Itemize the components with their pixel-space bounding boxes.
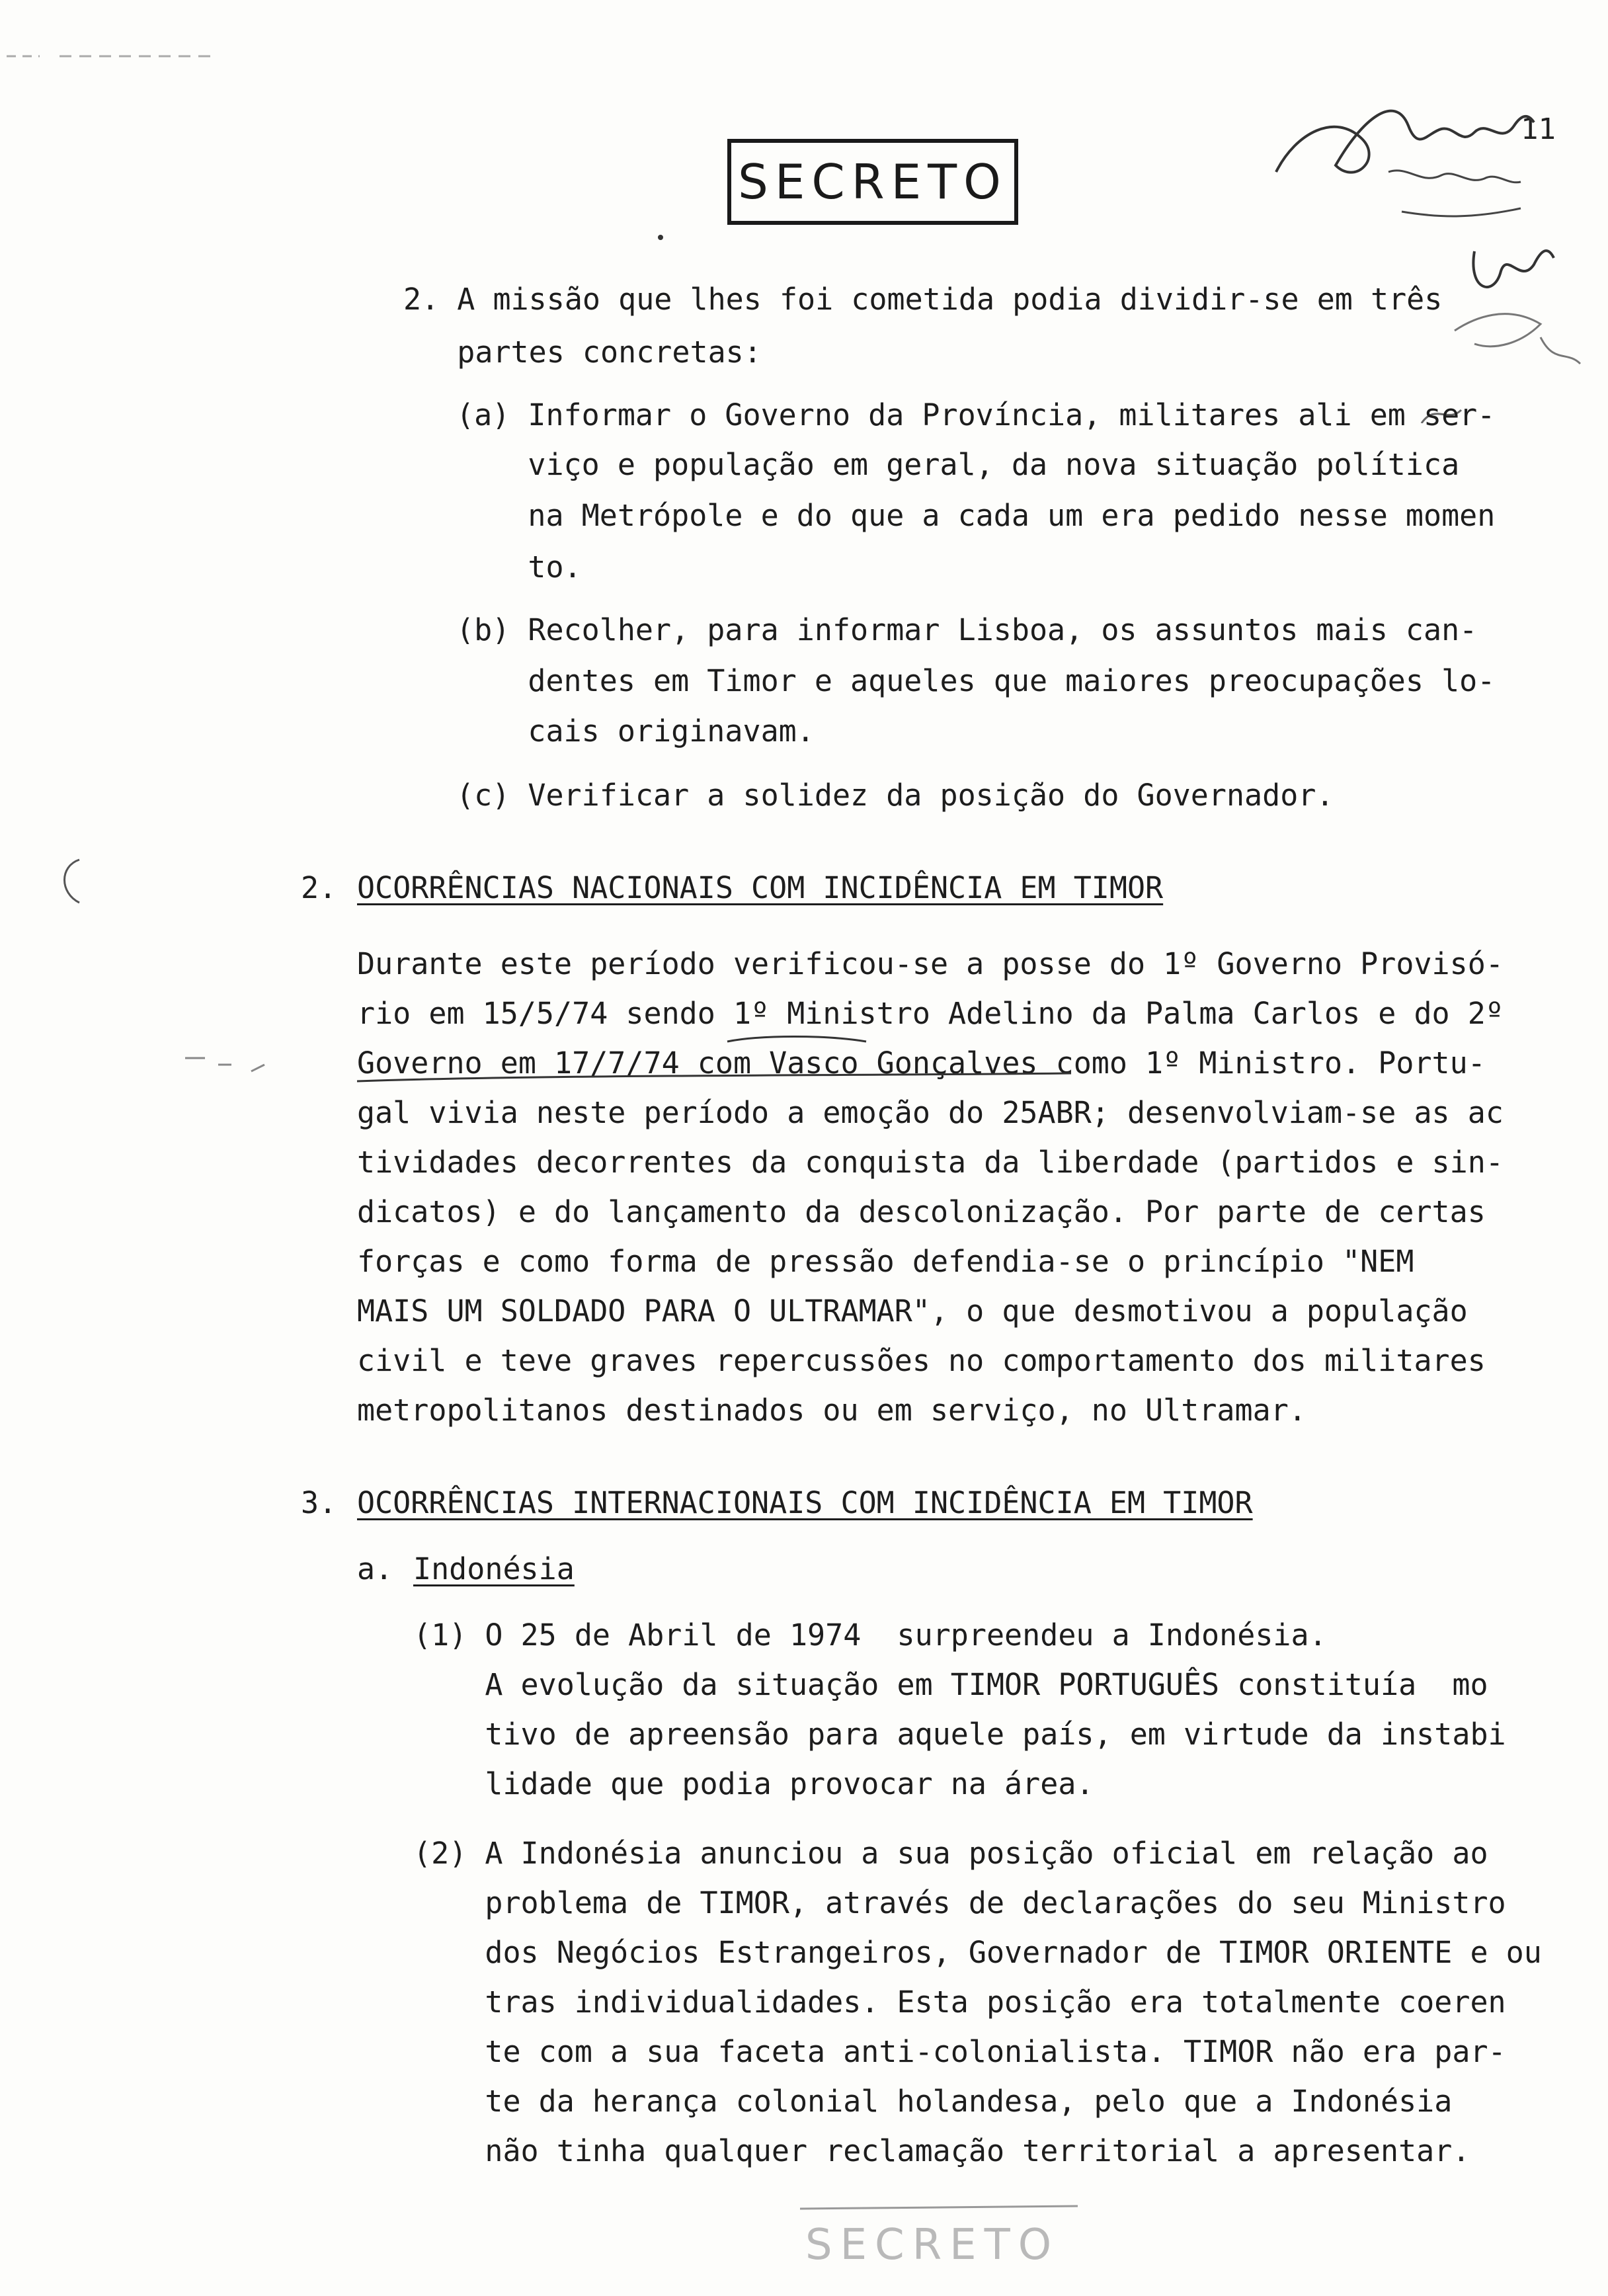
intro-line-2: partes concretas: [403, 335, 762, 370]
item-1-line-2: A evolução da situação em TIMOR PORTUGUÊS constituía mo [413, 1667, 1488, 1702]
item-c-line-1: (c) Verificar a solidez da posição do Governador. [456, 778, 1334, 813]
section-2-line-10: metropolitanos destinados ou em serviço, no Ultramar. [357, 1393, 1306, 1428]
subsection-a-letter: a. [357, 1551, 393, 1586]
item-b-line-3: cais originavam. [456, 714, 815, 749]
ink-dot [658, 235, 663, 240]
item-b-line-1: (b) Recolher, para informar Lisboa, os assuntos mais can- [456, 612, 1478, 647]
item-a-line-2: viço e população em geral, da nova situação política [456, 447, 1460, 482]
item-2-line-7: não tinha qualquer reclamação territorial a apresentar. [413, 2133, 1470, 2168]
handwritten-signature [1256, 53, 1600, 423]
section-2-line-9: civil e teve graves repercussões no comportamento dos militares [357, 1343, 1486, 1378]
section-3-heading: OCORRÊNCIAS INTERNACIONAIS COM INCIDÊNCIA EM TIMOR [357, 1485, 1253, 1520]
item-1-line-3: tivo de apreensão para aquele país, em virtude da instabi [413, 1717, 1506, 1752]
item-2-line-6: te da herança colonial holandesa, pelo que a Indonésia [413, 2084, 1453, 2119]
intro-line-1: 2. A missão que lhes foi cometida podia dividir-se em três [403, 282, 1443, 317]
item-a-line-3: na Metrópole e do que a cada um era pedido nesse momen [456, 498, 1496, 533]
section-2-line-8: MAIS UM SOLDADO PARA O ULTRAMAR", o que desmotivou a população [357, 1293, 1468, 1329]
section-3-number: 3. [301, 1485, 337, 1520]
item-a-line-4: to. [456, 550, 582, 585]
section-2-line-2: rio em 15/5/74 sendo 1º Ministro Adelino da Palma Carlos e do 2º [357, 996, 1504, 1031]
section-2-heading: OCORRÊNCIAS NACIONAIS COM INCIDÊNCIA EM TIMOR [357, 870, 1164, 905]
item-1-line-1: (1) O 25 de Abril de 1974 surpreendeu a Indonésia. [413, 1618, 1327, 1653]
subsection-a-heading: Indonésia [413, 1551, 575, 1586]
item-2-line-2: problema de TIMOR, através de declarações do seu Ministro [413, 1885, 1506, 1920]
item-2-line-1: (2) A Indonésia anunciou a sua posição oficial em relação ao [413, 1836, 1488, 1871]
section-2-line-4: gal vivia neste período a emoção do 25ABR; desenvolviam-se as ac [357, 1095, 1504, 1130]
item-b-line-2: dentes em Timor e aqueles que maiores preocupações lo- [456, 663, 1496, 698]
margin-bracket [40, 853, 93, 913]
section-2-line-7: forças e como forma de pressão defendia-se o princípio "NEM [357, 1244, 1414, 1279]
section-2-line-3: Governo em 17/7/74 com Vasco Gonçalves como 1º Ministro. Portu- [357, 1046, 1486, 1081]
section-2-line-6: dicatos) e do lançamento da descolonização. Por parte de certas [357, 1194, 1486, 1229]
item-2-line-3: dos Negócios Estrangeiros, Governador de TIMOR ORIENTE e ou [413, 1935, 1542, 1970]
classification-stamp-top [727, 139, 1018, 225]
item-2-line-4: tras individualidades. Esta posição era totalmente coeren [413, 1985, 1506, 2020]
handwritten-underline [357, 1028, 1349, 1088]
section-2-line-5: tividades decorrentes da conquista da liberdade (partidos e sin- [357, 1145, 1504, 1180]
item-2-line-5: te com a sua faceta anti-colonialista. TIMOR não era par- [413, 2034, 1506, 2069]
page-number: 11 [1521, 112, 1556, 146]
classification-stamp-bottom [793, 2209, 1071, 2281]
stamp-bottom-rule [793, 2202, 1084, 2215]
item-1-line-4: lidade que podia provocar na área. [413, 1766, 1094, 1801]
margin-marks-2 [179, 1038, 278, 1078]
item-a-line-1: (a) Informar o Governo da Província, militares ali em ser- [456, 397, 1496, 432]
classification-stamp-top-text: SECRETO [738, 154, 1008, 210]
section-2-number: 2. [301, 870, 337, 905]
section-2-line-1: Durante este período verificou-se a posse do 1º Governo Provisó- [357, 946, 1504, 981]
margin-marks [0, 40, 264, 66]
classification-stamp-bottom-text: SECRETO [805, 2221, 1060, 2270]
